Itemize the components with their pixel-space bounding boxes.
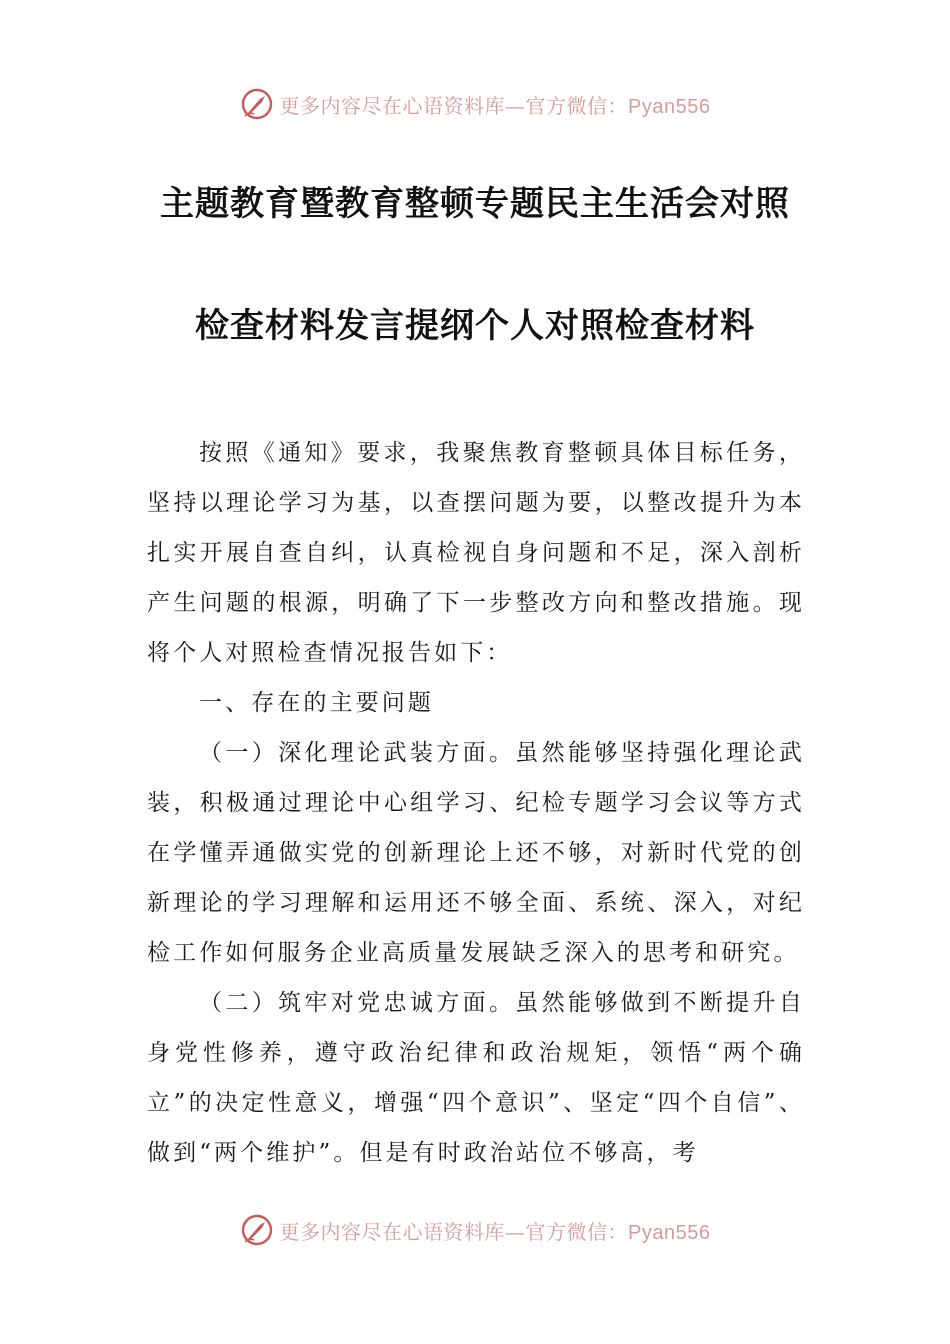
watermark-text: 更多内容尽在心语资料库—官方微信：Pyan556 — [279, 1219, 711, 1244]
pen-nib-logo-icon — [240, 87, 274, 121]
watermark-text: 更多内容尽在心语资料库—官方微信：Pyan556 — [279, 93, 711, 118]
paragraph: （一）深化理论武装方面。虽然能够坚持强化理论武装，积极通过理论中心组学习、纪检专题学习会议等方式在学懂弄通做实党的创新理论上还不够，对新时代党的创新理论的学习理解和运用还不够全面、系统、深入，对纪检工作如何服务企业高质量发展缺乏深入的思考和研究。 — [147, 740, 805, 966]
paragraph: （二）筑牢对党忠诚方面。虽然能够做到不断提升自身党性修养，遵守政治纪律和政治规矩，领悟“两个确立”的决定性意义，增强“四个意识”、坚定“四个自信”、做到“两个维护”。但是有时政治站位不够高，考 — [147, 990, 805, 1166]
section-heading: 一、存在的主要问题 — [199, 690, 434, 716]
document-body — [147, 428, 805, 1178]
document-title-line-2: 检查材料发言提纲个人对照检查材料 — [195, 306, 755, 346]
watermark-banner-top — [0, 84, 950, 124]
watermark-banner-bottom — [0, 1210, 950, 1250]
paragraph: 按照《通知》要求，我聚焦教育整顿具体目标任务，坚持以理论学习为基，以查摆问题为要，以整改提升为本扎实开展自查自纠，认真检视自身问题和不足，深入剖析产生问题的根源，明确了下一步整改方向和整改措施。现将个人对照检查情况报告如下： — [147, 440, 805, 666]
pen-nib-logo-icon — [240, 1213, 274, 1247]
document-title-line-1: 主题教育暨教育整顿专题民主生活会对照 — [160, 184, 790, 224]
